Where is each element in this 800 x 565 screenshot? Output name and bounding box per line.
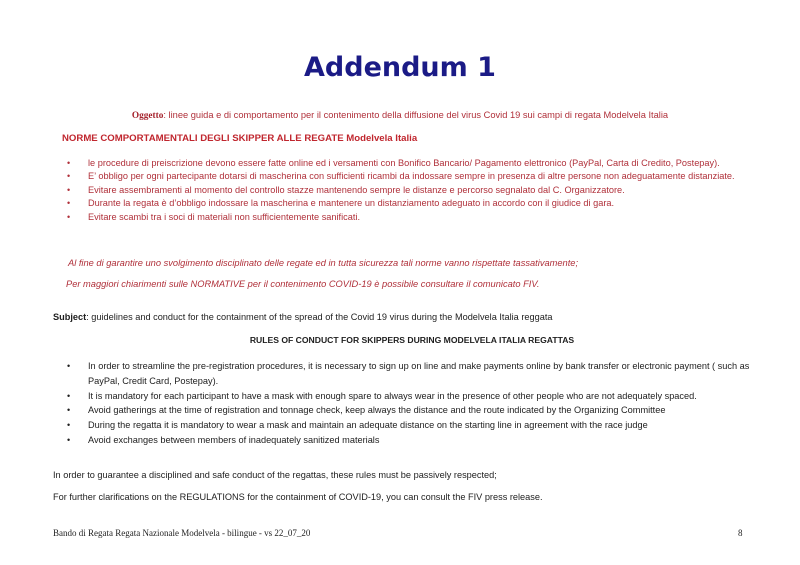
italian-note-compliance: Al fine di garantire uno svolgimento disciplinato delle regate ed in tutta sicurezza tali norme vanno rispettate tassativamente; bbox=[68, 258, 579, 268]
english-note-compliance: In order to guarantee a disciplined and safe conduct of the regattas, these rules must be passively respected; bbox=[53, 470, 497, 480]
english-rules-heading: RULES OF CONDUCT FOR SKIPPERS DURING MODELVELA ITALIA REGATTAS bbox=[249, 335, 575, 345]
bullet-icon: • bbox=[67, 184, 71, 195]
list-item: • le procedure di preiscrizione devono essere fatte online ed i versamenti con Bonifico Bancario/ Pagamento elettronico (PayPal, Carta di Credito, Postepay). bbox=[66, 157, 778, 170]
list-item: • It is mandatory for each participant to have a mask with enough spare to always wear in the presence of other people who are not adequately spaced. bbox=[66, 389, 778, 404]
subject-line bbox=[53, 312, 553, 322]
bullet-icon: • bbox=[67, 171, 71, 182]
list-item: • Evitare assembramenti al momento del controllo stazze mantenendo sempre le distanze e percorso segnalato dal C. Organizzatore. bbox=[66, 184, 778, 197]
oggetto-line bbox=[0, 110, 800, 121]
footer-text: Bando di Regata Regata Nazionale Modelvela - bilingue - vs 22_07_20 bbox=[53, 528, 311, 538]
list-item: • In order to streamline the pre-registration procedures, it is necessary to sign up on line and make payments online by bank transfer or electronic payment ( such as PayPal, Credit Card, Postepay). bbox=[67, 361, 750, 386]
english-note-fiv: For further clarifications on the REGULATIONS for the containment of COVID-19, you can consult the FIV press release. bbox=[53, 492, 543, 502]
list-item: • Durante la regata è d’obbligo indossare la mascherina e mantenere un distanziamento adeguato in accordo con il giudice di gara. bbox=[66, 197, 778, 210]
italian-rules-heading: NORME COMPORTAMENTALI DEGLI SKIPPER ALLE REGATE Modelvela Italia bbox=[62, 133, 418, 144]
bullet-icon: • bbox=[67, 434, 71, 445]
english-rules-list bbox=[66, 359, 778, 448]
oggetto-text: : linee guida e di comportamento per il contenimento della diffusione del virus Covid 19 sui campi di regata Modelvela Italia bbox=[163, 110, 669, 120]
italian-note-fiv: Per maggiori chiarimenti sulle NORMATIVE per il contenimento COVID-19 è possibile consultare il comunicato FIV. bbox=[66, 279, 540, 289]
bullet-icon: • bbox=[67, 211, 71, 222]
list-item: • E’ obbligo per ogni partecipante dotarsi di mascherina con sufficienti ricambi da indossare sempre in presenza di altre persone non adeguatamente distanziate. bbox=[66, 170, 778, 183]
page-title: Addendum 1 bbox=[304, 52, 496, 83]
bullet-icon: • bbox=[67, 361, 71, 371]
subject-label: Subject bbox=[53, 312, 87, 322]
subject-text: : guidelines and conduct for the containment of the spread of the Covid 19 virus during the Modelvela Italia reggata bbox=[86, 312, 553, 322]
bullet-icon: • bbox=[67, 420, 71, 431]
list-item: • Avoid gatherings at the time of registration and tonnage check, keep always the distance and the route indicated by the Organizing Committee bbox=[66, 403, 778, 418]
page-number: 8 bbox=[738, 528, 743, 538]
list-item: • Evitare scambi tra i soci di materiali non sufficientemente sanificati. bbox=[66, 211, 778, 224]
oggetto-label: Oggetto bbox=[131, 111, 164, 121]
bullet-icon: • bbox=[67, 405, 71, 416]
italian-rules-list bbox=[66, 157, 778, 224]
bullet-icon: • bbox=[67, 158, 71, 168]
list-item: • Avoid exchanges between members of inadequately sanitized materials bbox=[66, 433, 778, 448]
list-item: • During the regatta it is mandatory to wear a mask and maintain an adequate distance on the starting line in agreement with the race judge bbox=[66, 418, 778, 433]
bullet-icon: • bbox=[67, 390, 71, 401]
bullet-icon: • bbox=[67, 198, 71, 209]
